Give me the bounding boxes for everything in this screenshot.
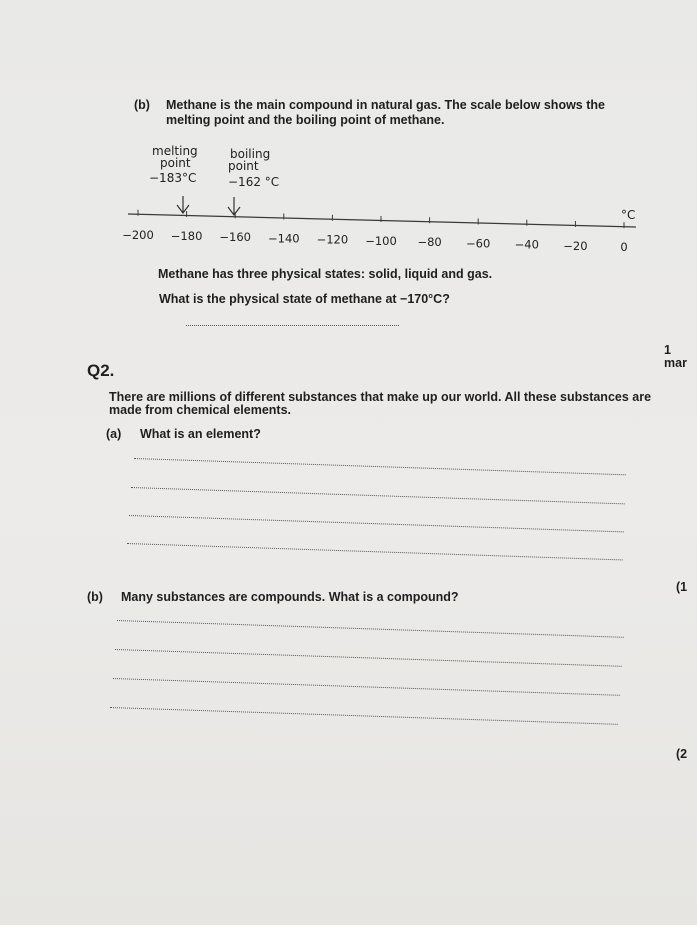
- scale-tick-label: −160: [219, 230, 251, 245]
- scale-tick-labels: [122, 228, 627, 254]
- marks-q1b: 1 mar: [664, 343, 687, 370]
- melting-label-2: point: [160, 156, 191, 170]
- boiling-label-2: point: [228, 159, 259, 173]
- melting-value: −183°C: [149, 171, 197, 185]
- answer-line-q2a-2[interactable]: [131, 487, 625, 504]
- states-text: Methane has three physical states: solid, liquid and gas.: [158, 267, 493, 281]
- answer-line-q2a-1[interactable]: [134, 458, 626, 475]
- answer-line-q2b-4[interactable]: [110, 707, 618, 725]
- scale-tick-label: −40: [514, 237, 539, 252]
- scale-tick-label: −20: [563, 238, 588, 253]
- scale-tick-label: −140: [268, 231, 300, 246]
- answer-line-q2b-3[interactable]: [113, 678, 620, 696]
- scale-tick-label: −200: [122, 227, 154, 242]
- scale-tick-label: −80: [417, 235, 442, 250]
- q2-number: Q2.: [87, 361, 115, 380]
- q2a-question: What is an element?: [140, 427, 261, 441]
- state-question: What is the physical state of methane at −170°C?: [159, 292, 450, 306]
- scale-tick-label: −120: [316, 232, 349, 247]
- q2a-label: (a): [106, 427, 122, 441]
- scale-axis-line: [128, 214, 636, 227]
- answer-line-q2b-1[interactable]: [117, 620, 624, 638]
- methane-intro-line2: melting point and the boiling point of methane.: [166, 113, 445, 127]
- answer-line-q2a-3[interactable]: [129, 515, 624, 532]
- q2-intro-line1: There are millions of different substances that make up our world. All these substances are: [109, 390, 652, 404]
- q2-intro-line2: made from chemical elements.: [109, 403, 292, 417]
- boiling-value: −162 °C: [228, 175, 280, 189]
- scale-tick-label: −180: [170, 229, 203, 244]
- scale-tick-label: 0: [620, 240, 628, 255]
- boiling-arrow-icon: [228, 197, 240, 215]
- methane-intro-line1: Methane is the main compound in natural gas. The scale below shows the: [166, 98, 605, 112]
- answer-line-q2a-4[interactable]: [127, 543, 623, 560]
- scale-tick-label: −60: [466, 236, 491, 251]
- part-b-label: (b): [134, 98, 150, 112]
- q2b-label: (b): [87, 590, 103, 604]
- marks-q2a: (1: [676, 580, 688, 594]
- answer-line-q2b-2[interactable]: [115, 649, 622, 667]
- q2b-question: Many substances are compounds. What is a compound?: [121, 590, 459, 604]
- marks-q2b: (2: [676, 747, 688, 761]
- unit-label: °C: [621, 208, 636, 222]
- boiling-label-1: boiling: [230, 147, 271, 161]
- temperature-scale: [0, 0, 697, 260]
- melting-label-1: melting: [152, 144, 198, 158]
- scale-tick-label: −100: [365, 233, 397, 248]
- answer-line-q1b[interactable]: [186, 325, 399, 326]
- scale-ticks: [138, 210, 624, 228]
- melting-arrow-icon: [177, 196, 189, 213]
